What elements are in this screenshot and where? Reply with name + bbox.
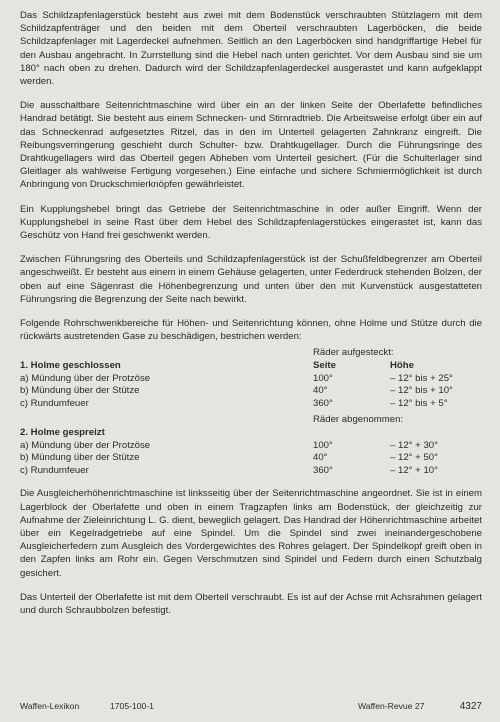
footer-lexikon: Waffen-Lexikon: [20, 701, 80, 711]
row-seite: 40°: [313, 385, 328, 397]
table-row: [20, 440, 482, 453]
paragraph-seitenrichtmaschine: Die ausschaltbare Seitenrichtmaschine wird über ein an der linken Seite der Oberlafette befindliches Handrad betätigt. Sie besteht aus einem Schnecken- und Stirnradtrieb. Die Arbeitsweise erfolgt über ein auf das Schneckenrad aufgesetztes Ritzel, das in den im Unterteil gelagerten Zahnkranz eingreift. Die Reibungsverringerung geschieht durch Schulter- bzw. Drahtkugellager. Durch die Führungsringe des Drahtkugellagers wird das Oberteil gegen Abheben vom Unterteil gesichert. (Für die Schulterlager sind Gleitlager als wahlweise Fertigung vorgesehen.) Eine einfache und sichere Schmiermöglichkeit ist durch Anbringung von Druckschmierknöpfen gewährleistet.: [20, 100, 482, 191]
row-seite: 40°: [313, 452, 328, 464]
caption-wheels-attached: Räder aufgesteckt:: [313, 347, 394, 359]
footer-revue: Waffen-Revue 27: [358, 701, 425, 711]
row-seite: 100°: [313, 372, 333, 384]
traverse-table: [20, 347, 482, 477]
row-hoehe: – 12° + 50°: [390, 452, 438, 464]
caption-row-attached: [20, 347, 482, 360]
row-seite: 360°: [313, 464, 333, 476]
paragraph-unterteil: Das Unterteil der Oberlafette ist mit dem Oberteil verschraubt. Es ist auf der Achse mit Achsrahmen gelagert und durch Schraubbolzen befestigt.: [20, 591, 482, 617]
table-row: [20, 385, 482, 398]
table-row: [20, 452, 482, 465]
section2-title: 2. Holme gespreizt: [20, 427, 105, 439]
row-hoehe: – 12° bis + 25°: [390, 372, 453, 384]
page-footer: [20, 701, 482, 712]
table-row: [20, 398, 482, 411]
caption-wheels-removed: Räder abgenommen:: [313, 414, 404, 426]
row-label: b) Mündung über der Stütze: [20, 385, 140, 397]
caption-row-removed: [20, 414, 482, 427]
table-intro: Folgende Rohrschwenkbereiche für Höhen- und Seitenrichtung können, ohne Holme und Stütze durch die rückwärts austretenden Gase zu beschädigen, bestrichen werden:: [20, 318, 482, 343]
page-number: 4327: [459, 701, 482, 712]
paragraph-hoehenrichtmaschine: Die Ausgleicherhöhenrichtmaschine ist linksseitig über der Seitenrichtmaschine angeordnet. Sie ist in einem Lagerblock der Oberlafette und oben in einem Tragzapfen links am Bodenstück, der gleichzeitig zur Aufnahme der Zieleinrichtung L. G. dient, beweglich gelagert. Das Handrad der Höhenrichtmaschine arbeitet über ein Kegelradgetriebe auf eine Spindel. Um die Spindel sind zwei ineinandergeschobene Ausgleicherfedern zum Ausgleich des Vordergewichtes des Rohres gelagert. Der Spindelkopf greift oben in den Zapfen links am Rohr ein. Gegen Verschmutzen sind Spindel und Federn durch einen Schutzbalg gesichert.: [20, 488, 482, 579]
table-row: [20, 373, 482, 386]
row-hoehe: – 12° + 10°: [390, 464, 438, 476]
column-header-hoehe: Höhe: [390, 360, 414, 372]
row-hoehe: – 12° + 30°: [390, 439, 438, 451]
paragraph-schussfeldbegrenzer: Zwischen Führungsring des Oberteils und Schildzapfenlagerstück ist der Schußfeldbegrenzer am Oberteil angeschweißt. Er besteht aus einem in einem Gehäuse gelagerten, unter Federdruck stehenden Bolzen, der oben auf eine Sägenrast die Höhenbegrenzung und unten über den mit Kurvenstück ausgestatteten Führungsring die Begrenzung der Seite nach bewirkt.: [20, 254, 482, 305]
footer-code: 1705-100-1: [110, 701, 154, 711]
paragraph-schildzapfenlager: Das Schildzapfenlagerstück besteht aus zwei mit dem Bodenstück verschraubten Stützlagern mit dem Schildzapfenträger und den beiden mit dem Oberteil verschraubten Lagerböcken, die beide Schildzapfenlager mit Lagerdeckel aufnehmen. Seitlich an den Lagerböcken sind handgriffartige Hebel für den Ausbau angebracht. In Zurrstellung sind die Hebel nach unten gerichtet. Vor dem Ausbau sind sie um 180° nach oben zu drehen. Dadurch wird der Schildzapfenlagerdeckel ausgerastet und kann aufgeklappt werden.: [20, 10, 482, 88]
row-hoehe: – 12° bis + 10°: [390, 385, 453, 397]
row-label: c) Rundumfeuer: [20, 464, 89, 476]
row-label: b) Mündung über der Stütze: [20, 452, 140, 464]
section1-title: 1. Holme geschlossen: [20, 360, 121, 372]
section2-header-row: [20, 427, 482, 440]
row-label: a) Mündung über der Protzöse: [20, 372, 151, 384]
row-label: c) Rundumfeuer: [20, 397, 89, 409]
row-label: a) Mündung über der Protzöse: [20, 439, 151, 451]
section1-header-row: [20, 360, 482, 373]
row-hoehe: – 12° bis + 5°: [390, 397, 448, 409]
row-seite: 100°: [313, 439, 333, 451]
table-row: [20, 465, 482, 478]
row-seite: 360°: [313, 397, 333, 409]
column-header-seite: Seite: [313, 360, 336, 372]
paragraph-kupplungshebel: Ein Kupplungshebel bringt das Getriebe der Seitenrichtmaschine in oder außer Eingriff. Wenn der Kupplungshebel in seine Rast über dem Hebel des Schildzapfenlagerstückes eingerastet ist, kann das Geschütz von Hand frei geschwenkt werden.: [20, 203, 482, 242]
